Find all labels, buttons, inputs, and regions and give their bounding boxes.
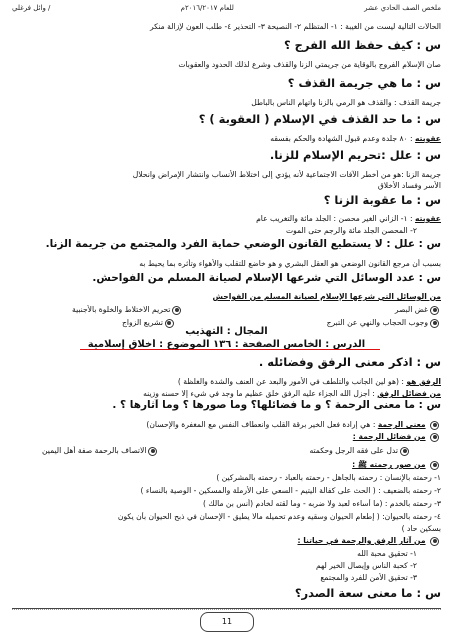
mercy-virtues-grid xyxy=(12,446,441,456)
answer-8-label-2: من فضائل الرفق xyxy=(377,389,441,398)
means-grid-1 xyxy=(12,305,441,315)
mercy-form-4: ٤- رحمته بالحيوان: ( إطعام الحيوان وسقيه وعدم تحميله مالا يطيق - الإحسان في ذبح الحيوان بأن يكون xyxy=(117,512,441,521)
question-3: س : ما حد القذف في الإسلام ( العقوبة ) ؟ xyxy=(198,112,441,126)
means-row-1 xyxy=(12,305,441,315)
mercy-virtues-label: من فضائل الرحمة : xyxy=(12,432,441,442)
mercy-effect-3: ٣- تحقيق الأمن للفرد والمجتمع xyxy=(320,573,417,582)
question-2: س : ما هي جريمة القذف ؟ xyxy=(287,76,441,90)
header-right: ملخص الصف الحادي عشر xyxy=(364,4,441,12)
lesson-underline xyxy=(80,349,380,350)
question-9: س : ما معنى الرحمة ؟ و ما فضائلها؟ وما صورها ؟ وما آثارها ؟ . xyxy=(112,399,441,411)
page-number: 11 xyxy=(200,612,254,632)
mercy-effect-2: ٢- كحبة الناس وإيصال الخير لهم xyxy=(315,561,417,570)
question-7: س : عدد الوسائل التي شرعها الإسلام لصيانة المسلم من الفواحش. xyxy=(92,272,441,284)
answer-3-text: : ٨٠ جلدة وعدم قبول الشهادة والحكم بفسقه xyxy=(270,134,413,143)
question-8: س : اذكر معنى الرفق وفضائله . xyxy=(258,355,441,369)
header-middle: للعام ٢٠١٦/٢٠١٧م xyxy=(180,4,234,12)
unit-label: المجال : التهذيب xyxy=(185,326,268,337)
answer-5-text: : ١- الزاني الغير محصن : الجلد مائة والتغريب عام xyxy=(256,214,413,223)
question-5: س : ما عقوبة الزنا ؟ xyxy=(323,193,441,207)
question-1: س : كيف حفظ الله الفرج ؟ xyxy=(283,38,441,52)
mercy-meaning-label: معنى الرحمة xyxy=(377,420,426,429)
means-item-4: تشريع الزواج xyxy=(122,318,176,328)
answer-8-text-1: : (هو لين الجانب والتلطف في الأمور والبعد عن العنف والشدة والغلظة ) xyxy=(177,377,404,386)
radio-bullet-icon xyxy=(430,537,439,546)
header xyxy=(12,4,441,12)
question-10: س : ما معنى سعة الصدر؟ xyxy=(294,586,441,600)
mercy-form-3: ٣- رحمته بالخدم : (ما أساءه لعبد ولا ضربه - وما لقته لخادم (أنس بن مالك ) xyxy=(203,499,441,508)
mercy-effects-label: من آثار الرفق والرحمة في حياتنا : xyxy=(12,536,441,546)
mercy-virtue-2: الاتصاف بالرحمة صفة أهل اليمين xyxy=(42,446,159,456)
footer-line xyxy=(12,608,441,609)
mercy-virtue-1: تدل على فقه الرجل وحكمته xyxy=(309,446,411,456)
mercy-form-4-cont: بسكين حاد ) xyxy=(401,524,441,533)
answer-5-line1 xyxy=(12,214,441,223)
mercy-effect-1: ١- تحقيق محبة الله xyxy=(357,549,417,558)
answer-5-label: عقوبته xyxy=(415,214,441,223)
answer-1: صان الإسلام الفروج بالوقاية من جريمتي الزنا والقذف وشرع لذلك الحدود والعقوبات xyxy=(178,60,441,69)
lesson-title: الدرس : الخامس الصفحة : ١٣٦ الموضوع : أخلاق إسلامية xyxy=(87,339,366,350)
header-left: / وائل فرغلي xyxy=(12,4,51,12)
radio-bullet-icon xyxy=(430,461,439,470)
mercy-form-2: ٢- رحمته بالضعيف : ( الحث على كفالة اليتيم - السعي على الأرملة والمسكين - الوصية بالنساء ) xyxy=(140,486,441,495)
mercy-form-1: ١- رحمته بالإنسان : رحمته بالجاهل - رحمته بالعباد - رحمته بالمشركين ) xyxy=(216,473,441,482)
mercy-meaning xyxy=(12,420,441,430)
mercy-meaning-text: : هي إرادة فعل الخير برقة القلب وانعطاف النفس مع المغفرة والإحسان) xyxy=(146,420,376,429)
mercy-virtues-row xyxy=(12,446,441,456)
radio-bullet-icon xyxy=(430,306,439,315)
question-6: س : علل : لا يستطيع القانون الوضعي حماية الفرد والمجتمع من جريمة الزنا. xyxy=(45,238,441,250)
answer-6: بسبب أن مرجع القانون الوضعي هو العقل البشري و هو خاضع للتقلب والأهواء وتأثره بما يحيط به xyxy=(139,259,441,268)
question-4: س : علل :تحريم الإسلام للزنا. xyxy=(269,148,441,162)
means-item-3: وجوب الحجاب والنهي عن التبرج xyxy=(327,318,441,328)
answer-7-sub: من الوسائل التي شرعها الإسلام لصيانة المسلم من الفواحش xyxy=(212,292,441,301)
answer-8-line2 xyxy=(12,389,441,398)
mercy-forms-label: من صور رحمته ﷺ : xyxy=(12,460,441,471)
answer-8-text-2: : أجزل الله الجزاء عليه الرفق خلق عظيم ما وجد في شيء إلا حسنه وزينه xyxy=(143,389,375,398)
answer-2: جريمة القذف : والقذف هو الرمي بالزنا واتهام الناس بالباطل xyxy=(251,98,441,107)
radio-bullet-icon xyxy=(148,447,157,456)
answer-3-label: عقوبته xyxy=(415,134,441,143)
means-item-2: تحريم الاختلاط والخلوة بالأجنبية xyxy=(72,305,183,315)
radio-bullet-icon xyxy=(430,433,439,442)
answer-3 xyxy=(12,134,441,143)
intro-text: الحالات التالية ليست من الغيبة : ١- المتظلم ٢- النصيحة ٣- التحذير ٤- طلب العون لإزالة منكر xyxy=(149,22,441,31)
radio-bullet-icon xyxy=(172,306,181,315)
answer-8-line1 xyxy=(12,377,441,386)
radio-bullet-icon xyxy=(400,447,409,456)
answer-4-line1: جريمة الزنا :هو من أخطر الآفات الاجتماعية لأنه يؤدي إلى اختلاط الأنساب وانتشار الإمراض وانحلال xyxy=(132,170,441,179)
answer-5-line2: ٢- المحصن الجلد مائة والرجم حتى الموت xyxy=(285,226,417,235)
answer-4-line2: الأسر وفساد الأخلاق xyxy=(377,181,441,190)
means-item-1: غض البصر xyxy=(395,305,441,315)
answer-8-label-1: الرفق هو xyxy=(406,377,441,386)
radio-bullet-icon xyxy=(430,421,439,430)
